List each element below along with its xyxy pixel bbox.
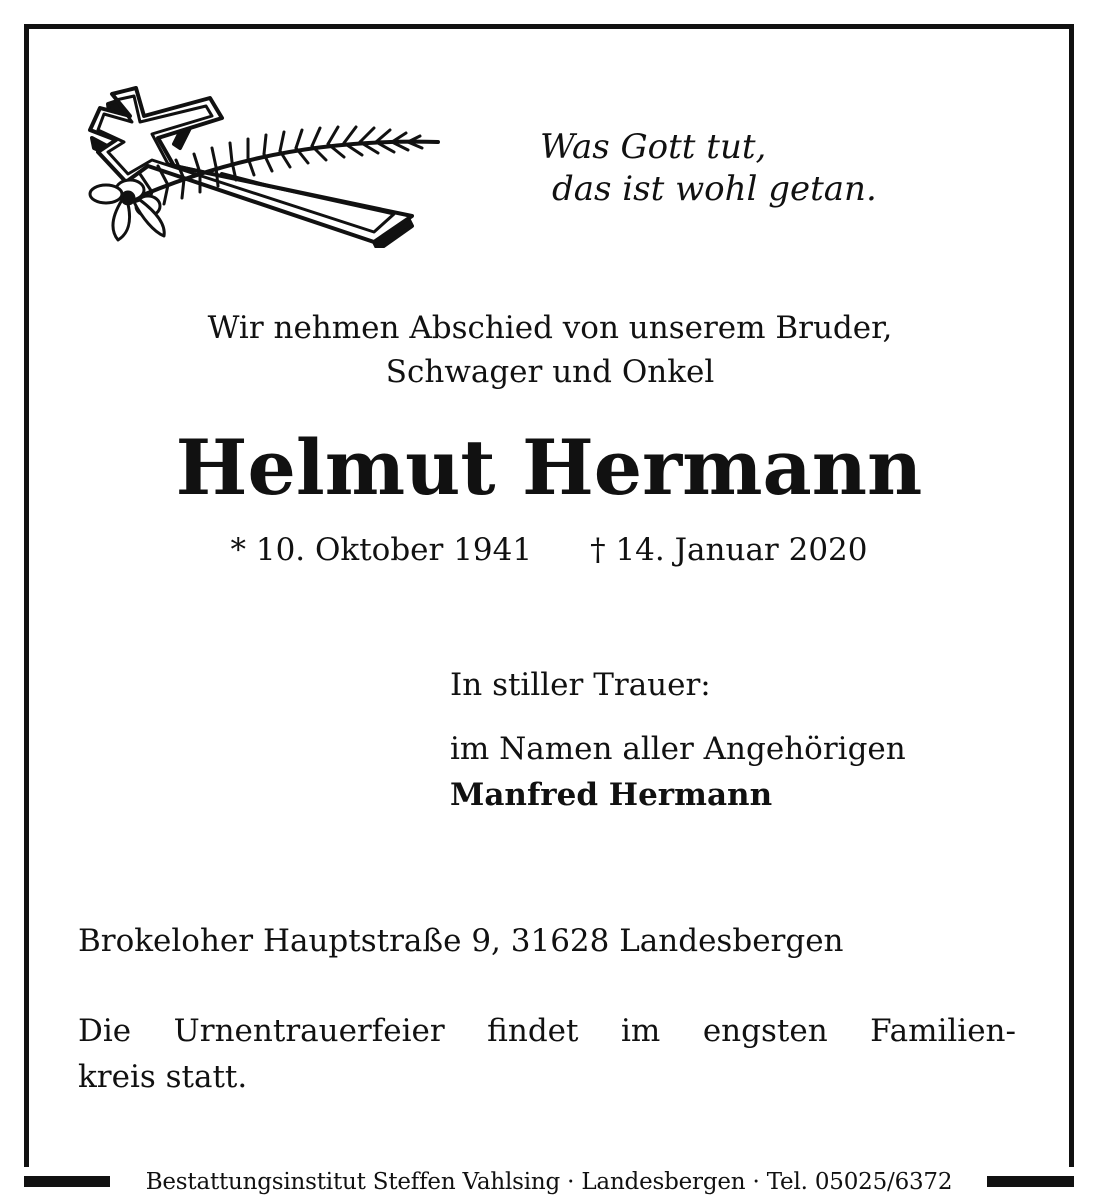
cross-with-palm-branch-icon [82, 82, 444, 248]
farewell-intro [100, 306, 1000, 394]
intro-line-1: Wir nehmen Abschied von unserem Bruder, [207, 310, 893, 346]
mourning-signer: Manfred Hermann [450, 777, 773, 813]
mourning-family: im Namen aller Angehörigen [450, 731, 906, 767]
ceremony-note [78, 1008, 1016, 1100]
footer-rule-left [24, 1176, 110, 1187]
death-date: † 14. Januar 2020 [590, 532, 868, 568]
funeral-home-footer: Bestattungsinstitut Steffen Vahlsing · Landesbergen · Tel. 05025/6372 [145, 1169, 953, 1195]
intro-line-2: Schwager und Onkel [385, 354, 715, 390]
ceremony-line-2: kreis statt. [78, 1059, 248, 1095]
motto [540, 126, 877, 210]
birth-date: * 10. Oktober 1941 [230, 532, 533, 568]
footer-rule-right [987, 1176, 1074, 1187]
motto-line-2: das ist wohl getan. [552, 169, 877, 209]
deceased-name: Helmut Hermann [175, 423, 923, 512]
life-dates [0, 526, 1098, 574]
mourner-address: Brokeloher Hauptstraße 9, 31628 Landesbergen [78, 923, 844, 959]
motto-line-1: Was Gott tut, [540, 127, 767, 167]
ceremony-line-1: Die Urnentrauerfeier findet im engsten Familien- [78, 1013, 1016, 1049]
mourning-heading: In stiller Trauer: [450, 667, 711, 703]
mourning-block [450, 662, 906, 818]
